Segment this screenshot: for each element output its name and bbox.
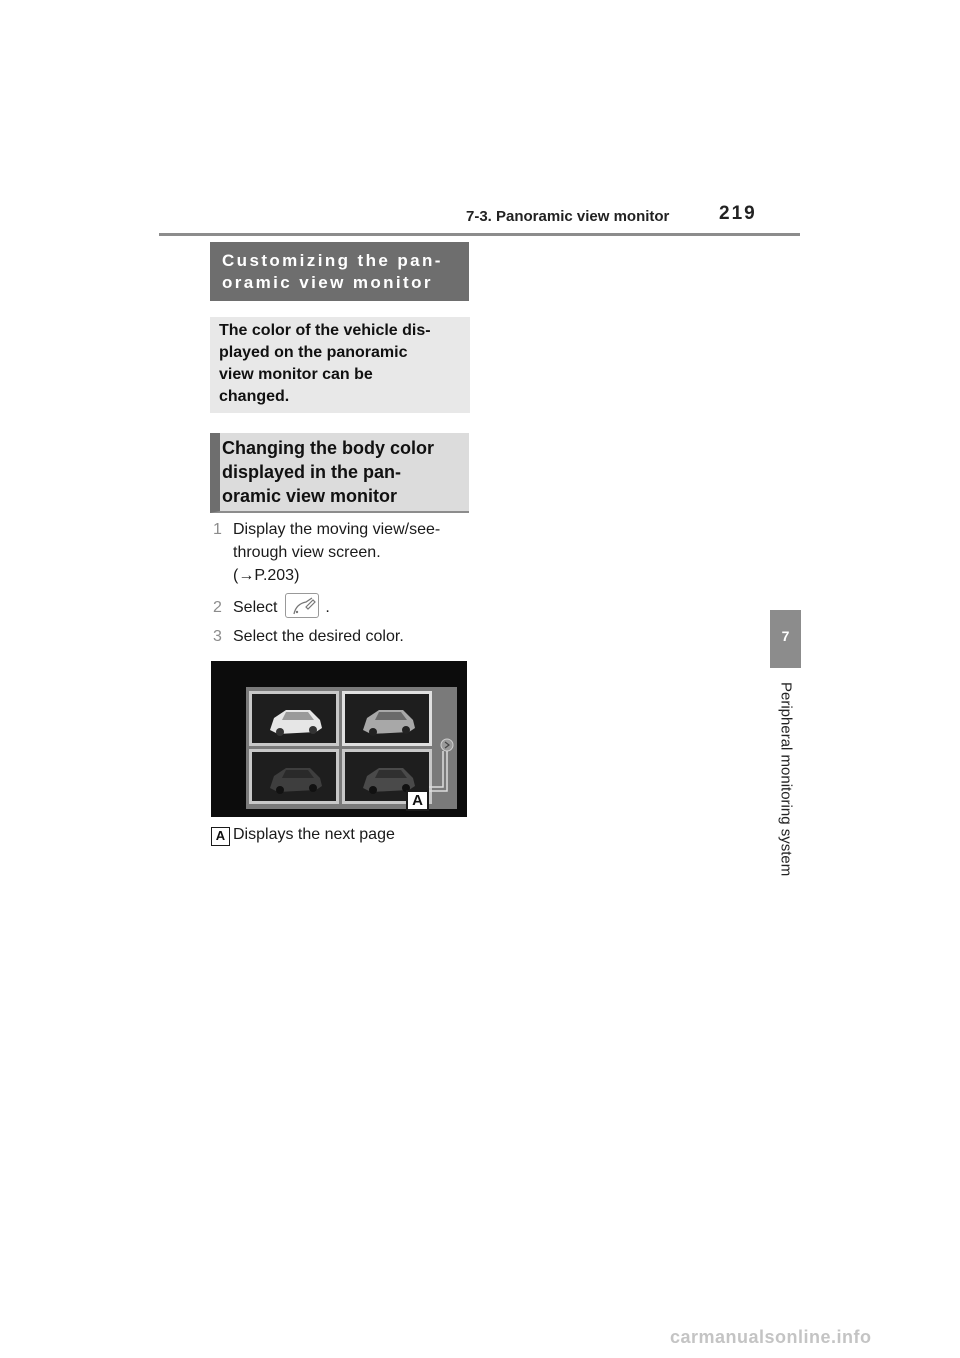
intro-line3: view monitor can be xyxy=(219,366,373,383)
chapter-number: 7 xyxy=(781,628,790,644)
header-section-title: 7-3. Panoramic view monitor xyxy=(466,208,670,225)
edit-pen-icon xyxy=(285,593,319,618)
step-2-text: Select xyxy=(233,599,278,616)
dark-gray-car-icon xyxy=(252,752,336,801)
intro-box xyxy=(210,317,470,413)
legend-label: A xyxy=(211,827,230,846)
subheading-line1: Changing the body color xyxy=(222,438,434,458)
chapter-title: Peripheral monitoring system xyxy=(777,682,795,877)
section-heading-line2: oramic view monitor xyxy=(222,273,433,292)
subheading-line3: oramic view monitor xyxy=(222,486,398,506)
next-page-arrow-icon[interactable] xyxy=(441,739,453,751)
intro-line4: changed. xyxy=(219,388,290,405)
intro-line2: played on the panoramic xyxy=(219,344,408,361)
page-number: 219 xyxy=(719,203,757,224)
step-1-line2: through view screen. xyxy=(233,544,381,561)
callout-label: A xyxy=(406,790,429,811)
subheading xyxy=(210,433,469,513)
step-1-line1: Display the moving view/see- xyxy=(233,521,441,538)
color-tile-white[interactable] xyxy=(249,691,339,746)
step-number: 1 xyxy=(213,521,222,538)
step-2-period: . xyxy=(325,599,330,616)
section-heading-line1: Customizing the pan- xyxy=(222,251,443,270)
step-number: 3 xyxy=(213,628,222,645)
white-car-icon xyxy=(252,694,336,743)
silver-car-icon xyxy=(345,694,429,743)
step-1-page-ref: (→P.203) xyxy=(233,567,300,584)
legend-text: Displays the next page xyxy=(233,826,395,843)
subheading-line2: displayed in the pan- xyxy=(222,462,402,482)
color-tile-silver[interactable] xyxy=(342,691,432,746)
intro-line1: The color of the vehicle dis- xyxy=(219,322,431,339)
watermark: carmanualsonline.info xyxy=(670,1327,872,1347)
color-tile-dark-gray[interactable] xyxy=(249,749,339,804)
step-number: 2 xyxy=(213,599,222,616)
header-rule xyxy=(159,233,800,236)
section-heading xyxy=(210,242,469,301)
step-3-text: Select the desired color. xyxy=(233,628,404,645)
